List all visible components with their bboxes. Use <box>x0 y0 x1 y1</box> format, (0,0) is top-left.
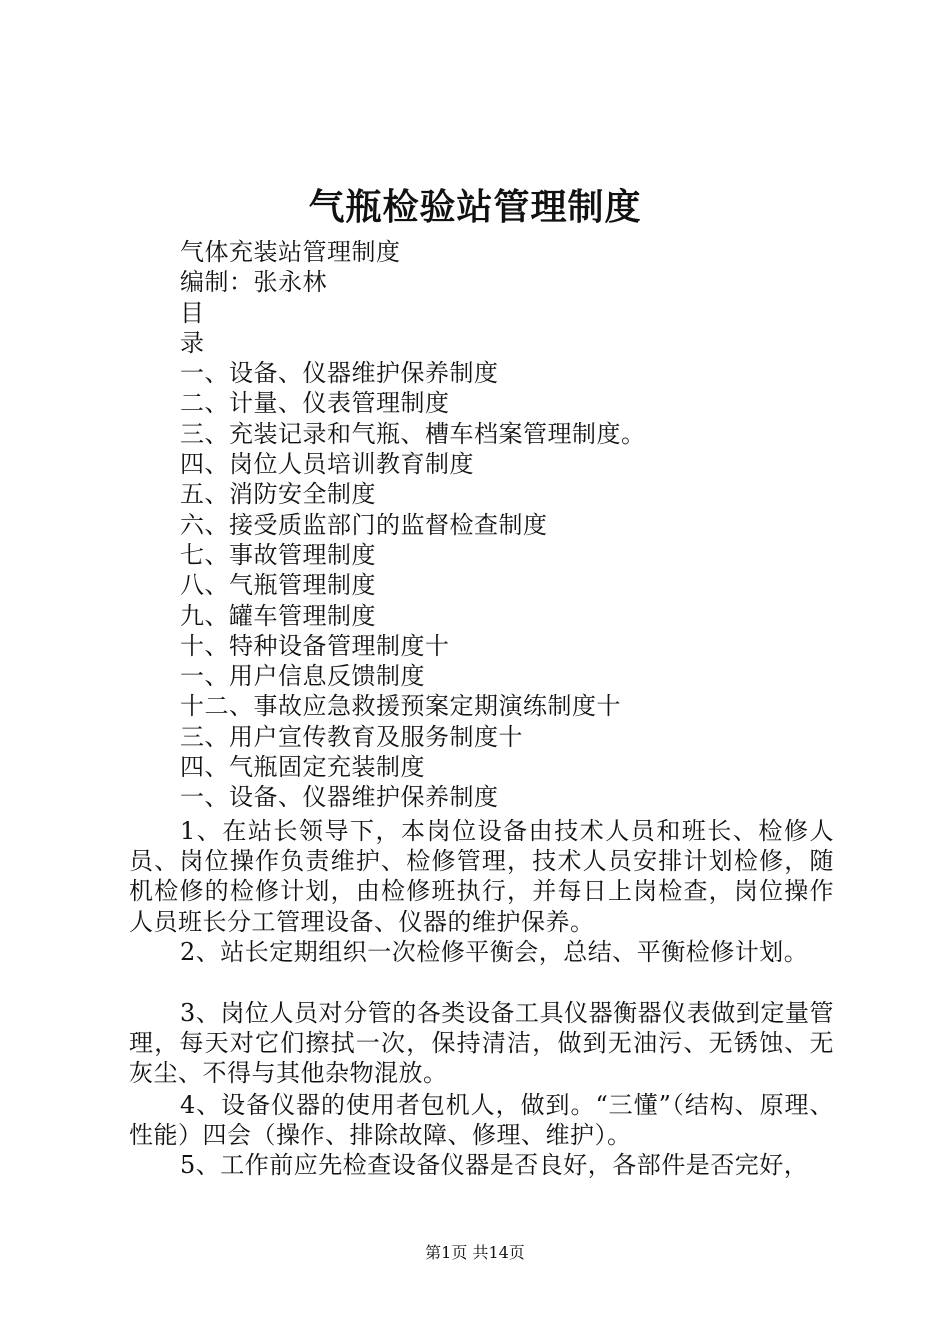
table-of-contents <box>180 237 646 813</box>
toc-line: 五、消防安全制度 <box>180 480 376 509</box>
body-paragraph: 5、工作前应先检查设备仪器是否良好，各部件是否完好， <box>180 1151 809 1179</box>
document-title: 气瓶检验站管理制度 <box>308 186 642 228</box>
section-heading: 一、设备、仪器维护保养制度 <box>180 783 499 812</box>
toc-line: 录 <box>180 328 205 357</box>
toc-line: 八、气瓶管理制度 <box>180 571 376 600</box>
body-paragraph: 4、设备仪器的使用者包机人，做到。“三懂”（结构、原理、性能）四会（操作、排除故障、修理、维护）。 <box>129 1091 834 1150</box>
body-paragraph: 1、在站长领导下，本岗位设备由技术人员和班长、检修人员、岗位操作负责维护、检修管理，技术人员安排计划检修，随机检修的检修计划，由检修班执行，并每日上岗检查，岗位操作人员班长分工管理设备、仪器的维护保养。 <box>129 817 834 936</box>
toc-line: 目 <box>180 298 205 327</box>
toc-line: 一、用户信息反馈制度 <box>180 662 425 691</box>
toc-line: 编制：张永林 <box>180 268 327 297</box>
toc-line: 二、计量、仪表管理制度 <box>180 389 450 418</box>
toc-line: 三、充装记录和气瓶、槽车档案管理制度。 <box>180 419 646 448</box>
toc-line: 六、接受质监部门的监督检查制度 <box>180 510 548 539</box>
toc-line: 十、特种设备管理制度十 <box>180 631 450 660</box>
toc-line: 一、设备、仪器维护保养制度 <box>180 359 499 388</box>
toc-line: 四、岗位人员培训教育制度 <box>180 450 474 479</box>
page-footer: 第1页 共14页 <box>425 1243 525 1262</box>
toc-line: 七、事故管理制度 <box>180 540 376 569</box>
toc-line: 四、气瓶固定充装制度 <box>180 753 425 782</box>
toc-line: 十二、事故应急救援预案定期演练制度十 <box>180 692 621 721</box>
body-paragraph: 3、岗位人员对分管的各类设备工具仪器衡器仪表做到定量管理，每天对它们擦拭一次，保持清洁，做到无油污、无锈蚀、无灰尘、不得与其他杂物混放。 <box>129 999 834 1088</box>
toc-line: 三、用户宣传教育及服务制度十 <box>180 722 523 751</box>
body-paragraph: 2、站长定期组织一次检修平衡会，总结、平衡检修计划。 <box>180 938 809 966</box>
toc-line: 气体充装站管理制度 <box>180 238 401 266</box>
toc-line: 九、罐车管理制度 <box>180 601 376 630</box>
